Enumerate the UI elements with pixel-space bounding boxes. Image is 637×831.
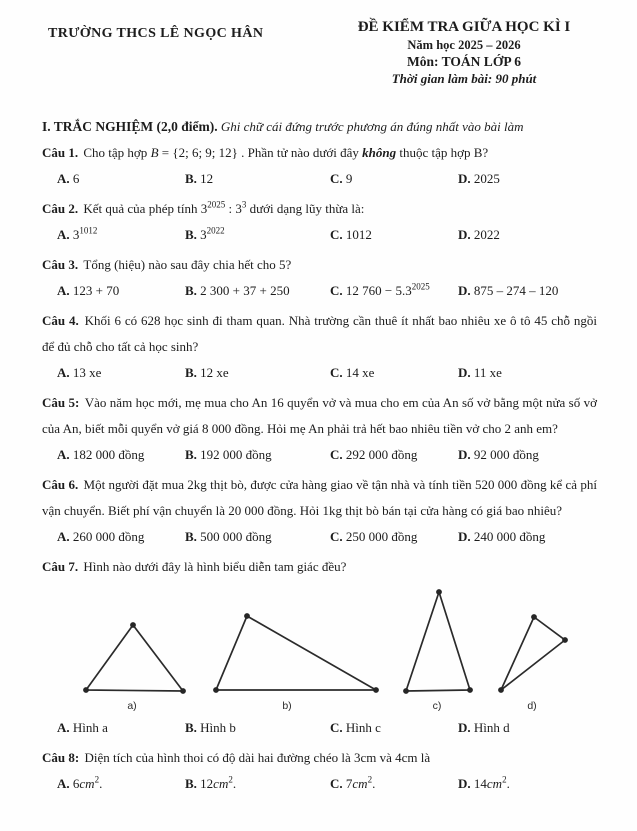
stem-text: 12	[200, 776, 214, 791]
stem-text: 3	[72, 227, 80, 242]
vertex-dot	[244, 613, 250, 619]
figure-label-a: a)	[127, 700, 137, 712]
question-4-option-D	[458, 360, 597, 386]
stem-text: Kết quả của phép tính 3	[83, 201, 208, 216]
question-1	[42, 140, 597, 192]
stem-text: B	[150, 145, 159, 160]
question-6-option-B	[185, 524, 330, 550]
option-letter: A.	[57, 365, 73, 380]
option-letter: A.	[57, 447, 73, 462]
stem-text: .	[372, 776, 376, 791]
figure-label-c: c)	[432, 700, 442, 712]
question-4-stem	[42, 308, 597, 360]
stem-text: 6	[72, 171, 80, 186]
option-letter: D.	[458, 776, 474, 791]
stem-text: 2	[228, 774, 233, 785]
question-2-label: Câu 2.	[42, 201, 82, 216]
option-letter: C.	[330, 365, 346, 380]
section-heading	[42, 114, 597, 140]
question-6-option-C	[330, 524, 458, 550]
option-letter: D.	[458, 447, 474, 462]
exam-title: ĐỀ KIỂM TRA GIỮA HỌC KÌ I	[357, 19, 571, 35]
stem-text: 12 xe	[200, 365, 229, 380]
stem-text: Diện tích của hình thoi có độ dài hai đường chéo là 3cm và 4cm là	[84, 750, 431, 765]
vertex-dot	[403, 688, 409, 694]
stem-text: 192 000 đồng	[200, 447, 272, 462]
triangle-b	[213, 613, 379, 712]
question-8-options	[42, 771, 597, 797]
question-5	[42, 390, 597, 468]
question-3-option-C	[330, 278, 458, 304]
question-7	[42, 554, 597, 741]
option-letter: A.	[57, 283, 73, 298]
stem-text: 12	[200, 171, 214, 186]
option-letter: B.	[185, 283, 201, 298]
stem-text: không	[362, 145, 397, 160]
stem-text: 260 000 đồng	[72, 529, 145, 544]
option-letter: D.	[458, 227, 474, 242]
option-letter: A.	[57, 529, 73, 544]
question-1-stem	[42, 140, 597, 166]
question-6-label: Câu 6.	[42, 477, 82, 492]
question-7-stem	[42, 554, 597, 580]
stem-text: 2022	[473, 227, 500, 242]
stem-text: 2025	[473, 171, 500, 186]
question-8-option-B	[185, 771, 330, 797]
question-7-option-C	[330, 715, 458, 741]
question-3-option-B	[185, 278, 330, 304]
option-letter: D.	[458, 171, 474, 186]
option-letter: D.	[458, 720, 474, 735]
stem-text: Cho tập hợp	[83, 145, 151, 160]
question-5-options	[42, 442, 597, 468]
stem-text: 3	[200, 227, 207, 242]
question-7-option-D	[458, 715, 597, 741]
question-6-option-D	[458, 524, 597, 550]
stem-text: 7	[345, 776, 353, 791]
question-5-option-D	[458, 442, 597, 468]
question-5-option-A	[57, 442, 185, 468]
vertex-dot	[130, 622, 136, 628]
option-letter: C.	[330, 283, 346, 298]
option-letter: B.	[185, 720, 201, 735]
stem-text: 500 000 đồng	[200, 529, 272, 544]
stem-text: cm	[352, 776, 368, 791]
question-6-stem	[42, 472, 597, 524]
option-letter: B.	[185, 227, 201, 242]
question-8	[42, 745, 597, 797]
stem-text: 92 000 đồng	[473, 447, 539, 462]
stem-text: 11 xe	[473, 365, 502, 380]
question-7-label: Câu 7.	[42, 559, 82, 574]
stem-text: 14 xe	[345, 365, 375, 380]
school-name: TRƯỜNG THCS LÊ NGỌC HÂN	[48, 26, 264, 41]
stem-text: 2	[367, 774, 373, 785]
stem-text: Một người đặt mua 2kg thịt bò, được cửa hàng giao về tận nhà và tính tiền 520 000 đồng kể cả phí vận chuyển. Biết phí vận chuyển là 20 000 đồng. Hỏi 1kg thịt bò bán tại cửa hàng có giá bao nhiêu?	[42, 477, 598, 518]
question-2-options	[42, 222, 597, 248]
vertex-dot	[373, 687, 379, 693]
question-5-option-B	[185, 442, 330, 468]
exam-title-block	[331, 18, 597, 88]
vertex-dot	[562, 637, 568, 643]
stem-text: : 3	[225, 201, 242, 216]
question-6-option-A	[57, 524, 185, 550]
question-3-option-D	[458, 278, 597, 304]
stem-text: Vào năm học mới, mẹ mua cho An 16 quyển vở và mua cho em của An số vở bằng một nửa số vở của An, biết mỗi quyển vở giá 8 000 đồng. Hỏi mẹ An phải trả hết bao nhiêu tiền vở cho 2 anh em?	[42, 395, 598, 436]
stem-text: Khối 6 có 628 học sinh đi tham quan. Nhà trường cần thuê ít nhất bao nhiêu xe ô tô 45 chỗ ngồi để đủ chỗ cho tất cả học sinh?	[42, 313, 597, 354]
question-5-stem	[42, 390, 597, 442]
vertex-dot	[531, 614, 537, 620]
stem-text: 2	[502, 774, 507, 785]
stem-text: Hình d	[473, 720, 510, 735]
question-3-stem	[42, 252, 597, 278]
question-8-option-C	[330, 771, 458, 797]
section-instruction: Ghi chữ cái đứng trước phương án đúng nhất vào bài làm	[217, 119, 524, 134]
question-2-option-A	[57, 222, 185, 248]
option-letter: A.	[57, 227, 73, 242]
stem-text: 2022	[206, 225, 225, 236]
stem-text: 182 000 đồng	[72, 447, 145, 462]
stem-text: thuộc tập hợp B?	[396, 145, 489, 160]
duration-line: Thời gian làm bài: 90 phút	[391, 71, 537, 86]
stem-text: Hình b	[200, 720, 236, 735]
triangle-c	[403, 589, 473, 712]
question-7-option-B	[185, 715, 330, 741]
question-3-options	[42, 278, 597, 304]
vertex-dot	[467, 687, 473, 693]
question-4-label: Câu 4.	[42, 313, 83, 328]
question-1-options	[42, 166, 597, 192]
stem-text: 123 + 70	[72, 283, 120, 298]
stem-text: cm	[486, 776, 503, 791]
stem-text: dưới dạng lũy thừa là:	[246, 201, 365, 216]
option-letter: C.	[330, 171, 346, 186]
question-3	[42, 252, 597, 304]
question-4	[42, 308, 597, 386]
question-8-option-A	[57, 771, 185, 797]
question-7-option-A	[57, 715, 185, 741]
stem-text: 9	[345, 171, 353, 186]
question-2-option-B	[185, 222, 330, 248]
question-6	[42, 472, 597, 550]
stem-text: 240 000 đồng	[473, 529, 546, 544]
question-1-option-C	[330, 166, 458, 192]
option-letter: C.	[330, 227, 346, 242]
stem-text: Hình c	[345, 720, 381, 735]
questions	[42, 140, 597, 797]
question-5-option-C	[330, 442, 458, 468]
vertex-dot	[436, 589, 442, 595]
stem-text: 12 760 − 5.3	[345, 283, 412, 298]
question-3-option-A	[57, 278, 185, 304]
stem-text: 6	[72, 776, 80, 791]
option-letter: A.	[57, 720, 73, 735]
stem-text: cm	[213, 776, 229, 791]
triangle-d	[498, 614, 568, 712]
stem-text: 3	[241, 199, 247, 210]
stem-text: cm	[79, 776, 95, 791]
option-letter: C.	[330, 720, 346, 735]
question-4-options	[42, 360, 597, 386]
option-letter: D.	[458, 529, 474, 544]
option-letter: D.	[458, 283, 474, 298]
option-letter: C.	[330, 447, 346, 462]
question-8-stem	[42, 745, 597, 771]
exam-header	[42, 18, 597, 88]
question-6-options	[42, 524, 597, 550]
stem-text: .	[506, 776, 510, 791]
question-4-option-B	[185, 360, 330, 386]
question-8-option-D	[458, 771, 597, 797]
stem-text: .	[232, 776, 237, 791]
option-letter: B.	[185, 171, 201, 186]
question-1-label: Câu 1.	[42, 145, 82, 160]
option-letter: A.	[57, 776, 73, 791]
stem-text: Hình nào dưới đây là hình biểu diễn tam giác đều?	[83, 559, 347, 574]
question-1-option-B	[185, 166, 330, 192]
question-1-option-A	[57, 166, 185, 192]
question-2	[42, 196, 597, 248]
option-letter: B.	[185, 529, 201, 544]
stem-text: 14	[473, 776, 487, 791]
stem-text: = {2; 6; 9; 12} . Phần tử nào dưới đây	[158, 145, 363, 160]
option-letter: A.	[57, 171, 73, 186]
question-3-label: Câu 3.	[42, 257, 82, 272]
stem-text: 1012	[79, 225, 98, 236]
question-7-options	[42, 715, 597, 741]
question-2-option-D	[458, 222, 597, 248]
option-letter: C.	[330, 776, 346, 791]
stem-text: 1012	[345, 227, 372, 242]
option-letter: C.	[330, 529, 346, 544]
stem-text: 13 xe	[72, 365, 102, 380]
question-4-option-A	[57, 360, 185, 386]
stem-text: 2025	[411, 281, 430, 292]
option-letter: B.	[185, 447, 201, 462]
stem-text: 250 000 đồng	[345, 529, 418, 544]
option-letter: D.	[458, 365, 474, 380]
question-8-label: Câu 8:	[42, 750, 83, 765]
question-5-label: Câu 5:	[42, 395, 83, 410]
question-4-option-C	[330, 360, 458, 386]
vertex-dot	[180, 688, 186, 694]
stem-text: .	[99, 776, 103, 791]
figure-label-d: d)	[527, 700, 537, 712]
figure-label-b: b)	[282, 700, 292, 712]
option-letter: B.	[185, 365, 201, 380]
question-1-option-D	[458, 166, 597, 192]
section-label: I. TRẮC NGHIỆM (2,0 điểm).	[42, 119, 218, 134]
school-year: Năm học 2025 – 2026	[407, 38, 521, 52]
stem-text: Hình a	[72, 720, 108, 735]
triangle-figure	[42, 582, 597, 715]
vertex-dot	[213, 687, 219, 693]
vertex-dot	[83, 687, 89, 693]
question-2-stem	[42, 196, 597, 222]
stem-text: 2 300 + 37 + 250	[200, 283, 290, 298]
option-letter: B.	[185, 776, 201, 791]
stem-text: 2025	[207, 199, 226, 210]
vertex-dot	[498, 687, 504, 693]
subject-line: Môn: TOÁN LỚP 6	[407, 54, 521, 69]
question-2-option-C	[330, 222, 458, 248]
stem-text: Tổng (hiệu) nào sau đây chia hết cho 5?	[83, 257, 292, 272]
stem-text: 292 000 đồng	[345, 447, 418, 462]
triangle-a	[83, 622, 186, 712]
stem-text: 875 – 274 – 120	[473, 283, 559, 298]
stem-text: 2	[94, 774, 100, 785]
